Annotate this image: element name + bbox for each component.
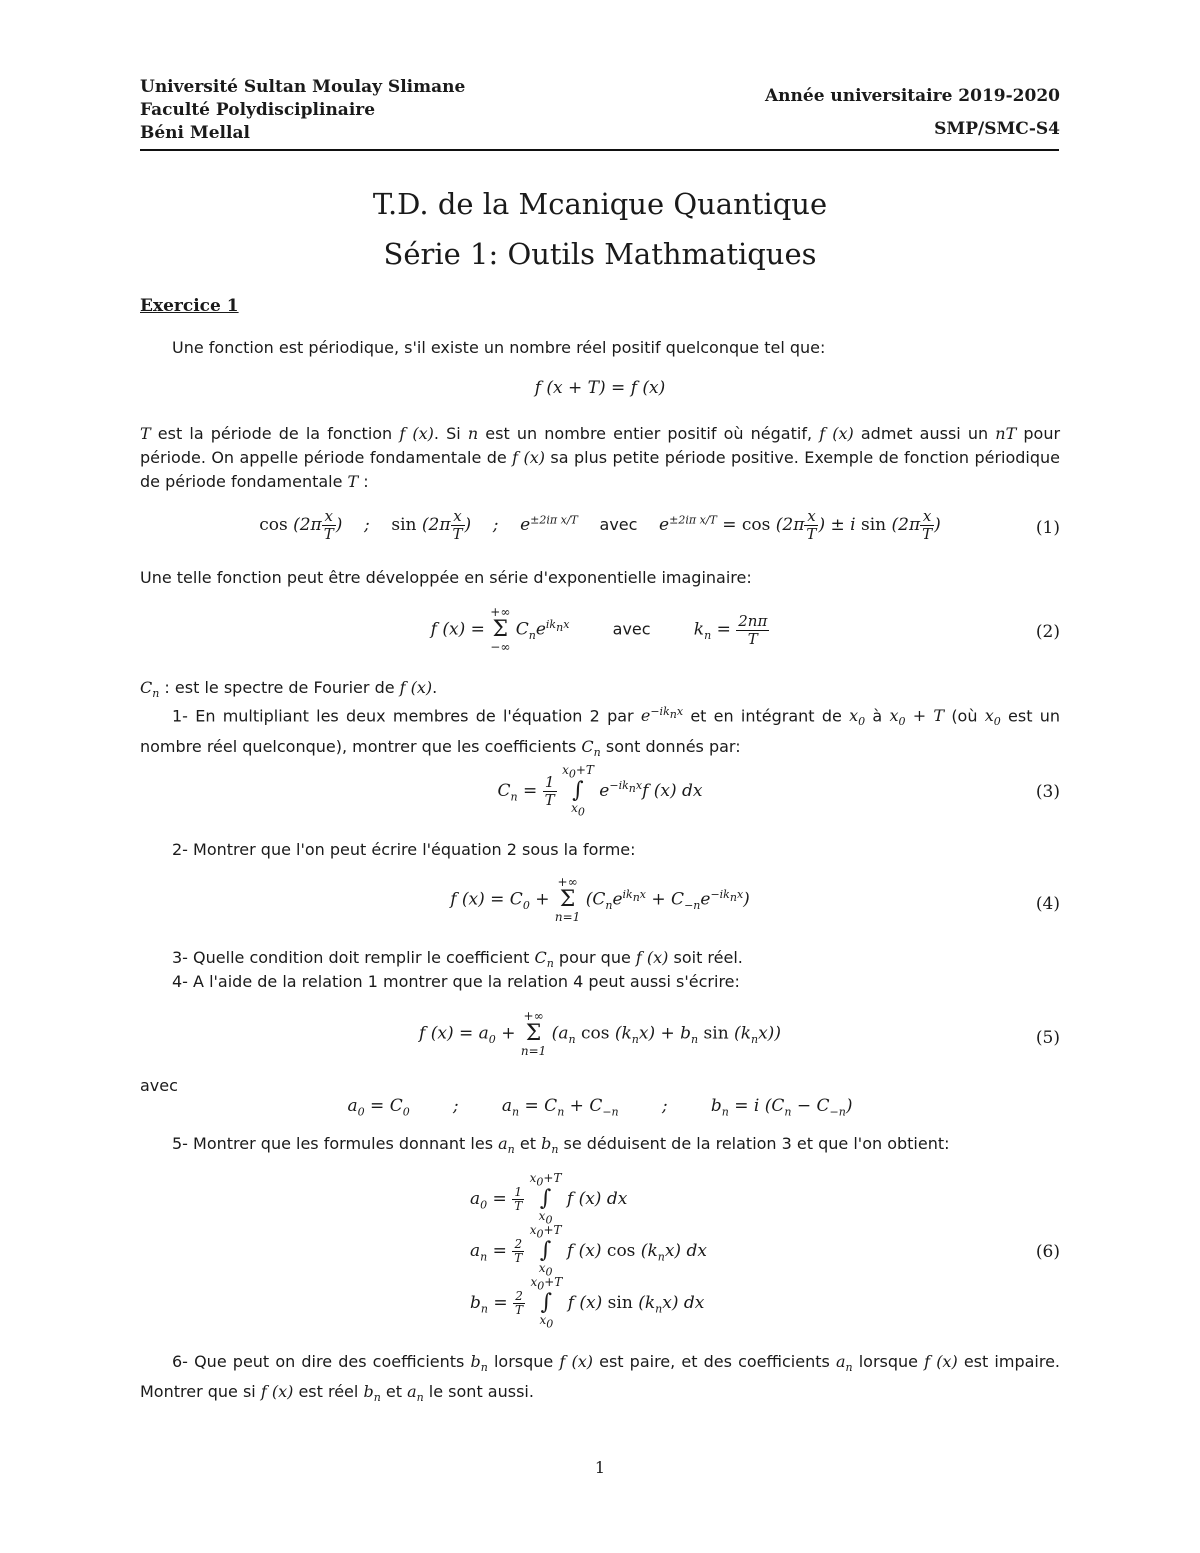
text-run: le sont aussi. — [423, 1382, 534, 1402]
equation-2 — [140, 606, 1060, 658]
text-run: pour période. On appelle période fondamentale de — [140, 424, 1061, 467]
university-name: Université Sultan Moulay Slimane — [140, 77, 466, 97]
text-run: admet aussi un — [853, 424, 996, 443]
header-institution — [140, 76, 465, 145]
text-run: soit réel. — [668, 948, 743, 967]
equation-1 — [140, 508, 1060, 552]
equation-coefficients-body: $a_0 = C_0$ ; $a_n = C_n + C_{-n}$ ; $b_n = i$ $(C_n - C_{-n})$ — [347, 1096, 853, 1119]
question-1: 1- En multipliant les deux membres de l'équation 2 par $e^{-ik_nx}$ et en intégrant de $x_0$ à $x_0 + T$ (où $x_0$ est un nombre réel quelconque), montrer que les coefficients $C_n$ sont donnés par: — [140, 705, 1061, 759]
text-run: est paire, et des coefficients — [592, 1352, 836, 1371]
text-run: et — [380, 1382, 408, 1402]
equation-1-body: cos (2π $\frac{x}{T}$ ) ; sin (2π $\frac{x}{T}$ ) ; $e^{\pm 2i\pi x/T}$ avec $e^{\pm 2i\pi x/T} = \cos (2\pi$ $\frac{x}{T}$ ) ± i sin (2π $\frac{x}{T}$ ) — [259, 507, 941, 543]
paragraph-period: T est la période de la fonction f (x). Si n est un nombre entier positif où négatif, f (x) admet aussi un nT pour période. On appelle période fondamentale de f (x) sa plus petite période positive. Exemple de fonction périodique de période fondamentale T : — [140, 424, 1061, 491]
text-run: 3- Quelle condition doit remplir le coefficient — [172, 948, 535, 967]
text-run: à — [865, 706, 890, 726]
equation-3 — [140, 764, 1060, 820]
text-run: : — [358, 472, 369, 491]
text-run: 6- Que peut on dire des coefficients — [172, 1352, 471, 1371]
equation-6-number: (6) — [1035, 1242, 1060, 1262]
question-3: 3- Quelle condition doit remplir le coefficient $C_n$ pour que f (x) soit réel. — [172, 948, 743, 971]
text-run: est impaire. Montrer que si — [140, 1352, 1061, 1402]
paragraph-spectrum: $C_n$ : est le spectre de Fourier de f (x). — [140, 678, 438, 701]
text-run: et — [514, 1134, 542, 1153]
equation-2-body: f (x) = +∞ Σ −∞ $C_ne^{ik_nx}$ avec $k_n$ = $\frac{2n\pi}{T}$ — [430, 605, 768, 654]
equation-periodicity — [140, 378, 1060, 418]
label-avec: avec — [140, 1076, 178, 1095]
equation-4-number: (4) — [1035, 894, 1060, 914]
equation-1-number: (1) — [1035, 518, 1060, 538]
text-run: et en intégrant de — [683, 706, 850, 726]
text-run: sa plus petite période positive. Exemple de fonction périodique de période fondamentale — [140, 448, 1060, 491]
equation-coefficients — [140, 1096, 1060, 1124]
text-run: sont donnés par: — [600, 736, 741, 756]
text-run: . Si — [433, 424, 468, 443]
header-rule — [140, 149, 1059, 151]
faculty-name: Faculté Polydisciplinaire — [140, 100, 376, 120]
text-run: lorsque — [852, 1352, 925, 1371]
equation-6 — [140, 1172, 1060, 1332]
page-number: 1 — [594, 1458, 606, 1477]
exercise-heading: Exercice 1 — [140, 296, 239, 316]
city-name: Béni Mellal — [140, 123, 250, 143]
text-run: 5- Montrer que les formules donnant les — [172, 1134, 499, 1153]
text-run: (où — [944, 706, 985, 726]
equation-5 — [140, 1010, 1060, 1066]
equation-5-number: (5) — [1035, 1028, 1060, 1048]
paragraph-intro: Une fonction est périodique, s'il existe un nombre réel positif quelconque tel que: — [172, 338, 826, 357]
equation-3-body: $C_n$ = $\frac{1}{T}$ $x_0+T$ ∫ $x_0$ $e^{-ik_nx}f$ (x) dx — [497, 763, 703, 819]
equation-periodicity-body: f (x + T) = f (x) — [534, 378, 666, 398]
text-run: est un nombre entier positif où négatif, — [478, 424, 820, 443]
equation-4 — [140, 876, 1060, 932]
text-run: lorsque — [487, 1352, 560, 1371]
text-run: est un nombre réel quelconque), montrer que les coefficients — [140, 706, 1061, 756]
academic-year: Année universitaire 2019-2020 — [764, 86, 1060, 106]
text-run: pour que — [553, 948, 636, 967]
header-course-info — [765, 80, 1060, 146]
text-run: est réel — [293, 1382, 364, 1402]
course-level: SMP/SMC-S4 — [934, 119, 1060, 139]
equation-4-body: f $(x) = C_0$ + +∞ Σ n=1 $(C_ne^{ik_nx} + C_{-n}e^{-ik_nx})$ — [450, 875, 750, 924]
question-4: 4- A l'aide de la relation 1 montrer que la relation 4 peut aussi s'écrire: — [172, 972, 740, 991]
equation-2-number: (2) — [1035, 622, 1060, 642]
text-run: est la période de la fonction — [150, 424, 400, 443]
text-run: se déduisent de la relation 3 et que l'on obtient: — [558, 1134, 950, 1153]
document-title: T.D. de la Mcanique Quantique — [372, 187, 828, 221]
paragraph-series: Une telle fonction peut être développée en série d'exponentielle imaginaire: — [140, 568, 752, 587]
text-run: 1- En multipliant les deux membres de l'équation 2 par — [172, 706, 641, 726]
equation-5-body: f $(x) = a_0$ + +∞ Σ n=1 ($a_n$ $\cos (k_nx) + b_n$ $\sin (k_nx)$) — [419, 1009, 781, 1058]
document-subtitle: Série 1: Outils Mathmatiques — [383, 237, 817, 271]
equation-6-body: $a_0$ = $\frac{1}{T}$ $x_0+T$ ∫ $x_0$ f (x) dx $a_n$ = $\frac{2}{T}$ $x_0+T$ ∫ $x_0$ f (x) $\cos (k_nx)$ dx $b_n$ = $\frac{2}{T}$ $x_0+T$ ∫ $x_0$ f (x) $\sin (k_nx)$ dx — [470, 1171, 707, 1331]
question-2: 2- Montrer que l'on peut écrire l'équation 2 sous la forme: — [172, 840, 636, 859]
text-run: : est le spectre de Fourier de — [159, 678, 400, 697]
question-6: 6- Que peut on dire des coefficients $b_n$ lorsque f (x) est paire, et des coefficients $a_n$ lorsque f (x) est impaire. Montrer que si f (x) est réel $b_n$ et $a_n$ le sont aussi. — [140, 1352, 1061, 1405]
question-5: 5- Montrer que les formules donnant les $a_n$ et $b_n$ se déduisent de la relation 3 et que l'on obtient: — [172, 1134, 950, 1157]
equation-3-number: (3) — [1035, 782, 1060, 802]
